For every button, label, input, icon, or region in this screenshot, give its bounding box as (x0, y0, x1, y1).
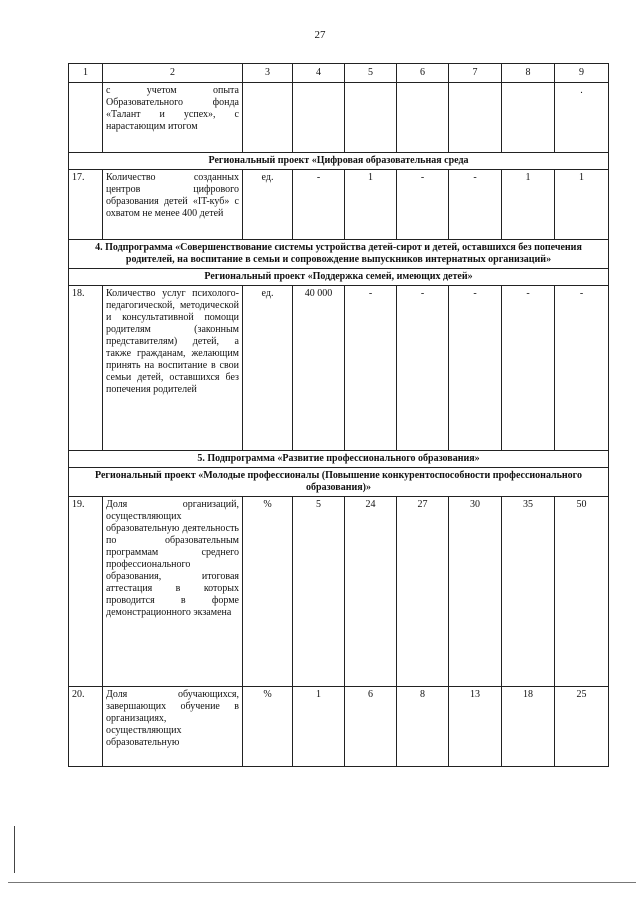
section-title: Региональный проект «Молодые профессионалы (Повышение конкурентоспособности профессионального образования)» (69, 468, 609, 497)
margin-mark (14, 826, 15, 873)
value-cell: - (449, 170, 502, 240)
value-cell: - (397, 286, 449, 451)
value-cell: - (397, 170, 449, 240)
indicator-name: с учетом опыта Образовательного фонда «Талант и успех», с нарастающим итогом (103, 83, 243, 153)
section-title: Региональный проект «Поддержка семей, имеющих детей» (69, 269, 609, 286)
value-cell: 18 (502, 687, 555, 767)
value-cell: - (293, 170, 345, 240)
value-cell: - (555, 286, 609, 451)
row-number: 20. (69, 687, 103, 767)
value-cell: 1 (502, 170, 555, 240)
table-row (69, 170, 609, 240)
row-number: 19. (69, 497, 103, 687)
column-header: 2 (103, 64, 243, 83)
value-cell: 25 (555, 687, 609, 767)
section-title: Региональный проект «Цифровая образовательная среда (69, 153, 609, 170)
header-row (69, 64, 609, 83)
value-cell: 1 (345, 170, 397, 240)
value-cell: 24 (345, 497, 397, 687)
section-row (69, 451, 609, 468)
value-cell (449, 83, 502, 153)
indicators-table (68, 63, 609, 767)
value-cell: - (345, 286, 397, 451)
unit-cell: ед. (243, 286, 293, 451)
value-cell: 13 (449, 687, 502, 767)
value-cell: - (502, 286, 555, 451)
value-cell (397, 83, 449, 153)
table-row (69, 286, 609, 451)
value-cell: 8 (397, 687, 449, 767)
row-number (69, 83, 103, 153)
page-number: 27 (314, 29, 326, 41)
section-row (69, 468, 609, 497)
value-cell: 1 (555, 170, 609, 240)
row-number: 17. (69, 170, 103, 240)
column-header: 6 (397, 64, 449, 83)
value-cell: - (449, 286, 502, 451)
value-cell: 5 (293, 497, 345, 687)
column-header: 3 (243, 64, 293, 83)
value-cell (502, 83, 555, 153)
value-cell: 30 (449, 497, 502, 687)
section-row (69, 269, 609, 286)
section-row (69, 240, 609, 269)
unit-cell: % (243, 687, 293, 767)
indicator-name: Доля обучающихся, завершающих обучение в организациях, осуществляющих образовательную (103, 687, 243, 767)
value-cell: 40 000 (293, 286, 345, 451)
value-cell: 27 (397, 497, 449, 687)
column-header: 1 (69, 64, 103, 83)
column-header: 4 (293, 64, 345, 83)
unit-cell: ед. (243, 170, 293, 240)
page-bottom-rule (8, 882, 636, 883)
unit-cell (243, 83, 293, 153)
indicator-name: Количество созданных центров цифрового образования детей «IT-куб» с охватом не менее 400 детей (103, 170, 243, 240)
section-title: 4. Подпрограмма «Совершенствование системы устройства детей-сирот и детей, оставшихся без попечения родителей, на воспитание в семьи и сопровождение выпускников интернатных организаций» (69, 240, 609, 269)
value-cell: . (555, 83, 609, 153)
column-header: 9 (555, 64, 609, 83)
row-number: 18. (69, 286, 103, 451)
indicator-name: Доля организаций, осуществляющих образовательную деятельность по образовательным программам среднего профессионального образования, итоговая аттестация в которых проводится в форме демонстрационного экзамена (103, 497, 243, 687)
value-cell: 1 (293, 687, 345, 767)
column-header: 8 (502, 64, 555, 83)
table-row (69, 687, 609, 767)
section-title: 5. Подпрограмма «Развитие профессионального образования» (69, 451, 609, 468)
value-cell: 6 (345, 687, 397, 767)
table-row (69, 83, 609, 153)
column-header: 5 (345, 64, 397, 83)
unit-cell: % (243, 497, 293, 687)
column-header: 7 (449, 64, 502, 83)
value-cell: 50 (555, 497, 609, 687)
value-cell (345, 83, 397, 153)
section-row (69, 153, 609, 170)
indicator-name: Количество услуг психолого-педагогической, методической и консультативной помощи родителям (законным представителям) детей, а также гражданам, желающим принять на воспитание в свои семьи детей, оставшихся без попечения родителей (103, 286, 243, 451)
table-row (69, 497, 609, 687)
value-cell: 35 (502, 497, 555, 687)
value-cell (293, 83, 345, 153)
